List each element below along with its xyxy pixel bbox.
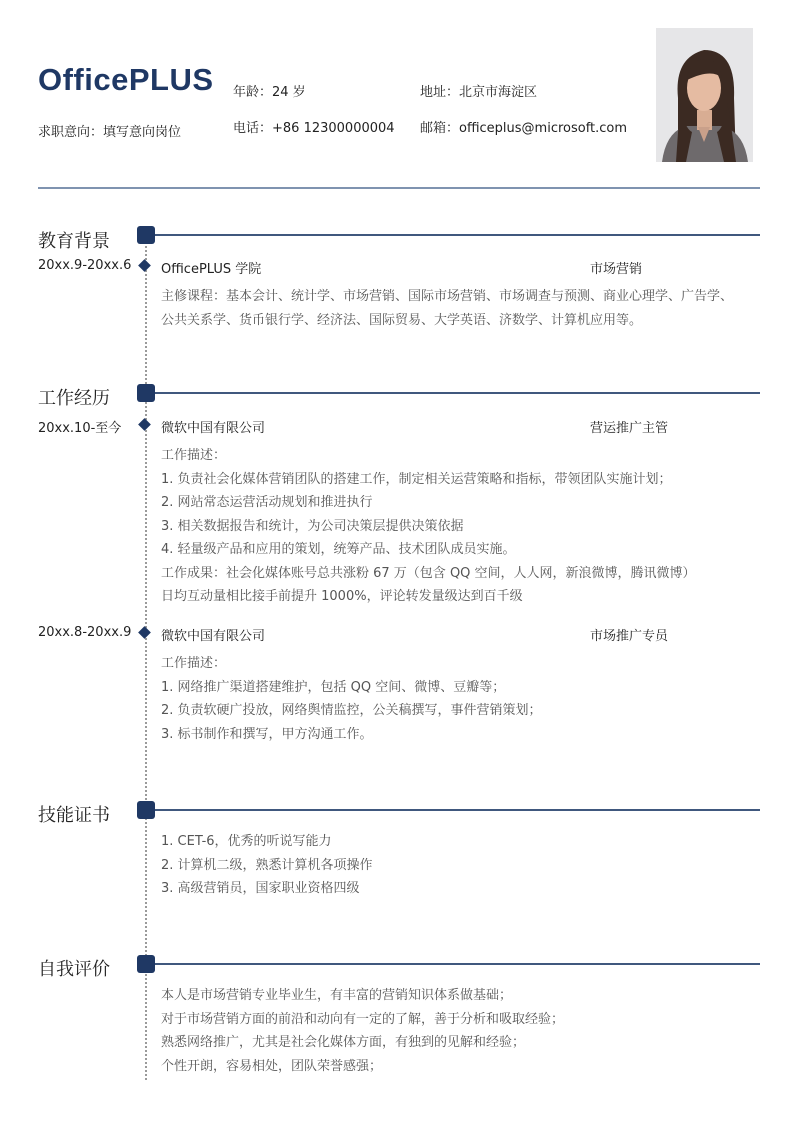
description-line: 工作描述： <box>161 656 227 671</box>
diamond-bullet <box>138 626 151 639</box>
section-rule <box>155 963 760 965</box>
description-line: 3. 相关数据报告和统计，为公司决策层提供决策依据 <box>161 518 464 534</box>
header-divider <box>38 187 760 189</box>
entry-date: 20xx.8-20xx.9 <box>38 625 132 640</box>
entry-role: 市场营销 <box>590 262 643 277</box>
section-marker <box>137 226 155 244</box>
entry-date: 20xx.10-至今 <box>38 421 122 436</box>
section-title-self-evaluation: 自我评价 <box>38 959 110 980</box>
description-line: 工作描述： <box>161 448 227 463</box>
description-line: 4. 轻量级产品和应用的策划，统筹产品、技术团队成员实施。 <box>161 542 516 557</box>
section-title-skills: 技能证书 <box>38 805 110 826</box>
evaluation-line: 熟悉网络推广，尤其是社会化媒体方面，有独到的见解和经验； <box>161 1035 526 1050</box>
entry-description <box>161 444 761 609</box>
entry-description <box>161 285 761 332</box>
evaluation-line: 本人是市场营销专业毕业生，有丰富的营销知识体系做基础； <box>161 988 513 1003</box>
job-intent: 求职意向：填写意向岗位 <box>38 125 182 140</box>
evaluation-line: 对于市场营销方面的前沿和动向有一定的了解，善于分析和吸取经验； <box>161 1011 565 1027</box>
skills-list <box>161 830 761 901</box>
entry-org: 微软中国有限公司 <box>161 421 266 436</box>
entry-date: 20xx.9-20xx.6 <box>38 258 132 273</box>
description-line: 2. 网站常态运营活动规划和推进执行 <box>161 495 373 510</box>
description-line: 3. 标书制作和撰写，甲方沟通工作。 <box>161 726 373 742</box>
description-line: 工作成果：社会化媒体账号总共涨粉 67 万（包含 QQ 空间，人人网，新浪微博，腾讯微博） <box>161 565 696 581</box>
address-field: 地址：北京市海淀区 <box>420 85 538 100</box>
section-rule <box>155 809 760 811</box>
self-evaluation-text <box>161 984 761 1078</box>
candidate-name: OfficePLUS <box>38 62 214 97</box>
skill-item: 3. 高级营销员，国家职业资格四级 <box>161 881 360 896</box>
phone-field: 电话：+86 12300000004 <box>233 121 395 136</box>
entry-org: OfficePLUS 学院 <box>161 262 262 277</box>
age-field: 年龄：24 岁 <box>233 85 306 100</box>
entry-description <box>161 652 761 746</box>
section-title-work: 工作经历 <box>38 388 110 409</box>
entry-org: 微软中国有限公司 <box>161 629 266 644</box>
section-marker <box>137 801 155 819</box>
email-field: 邮箱：officeplus@microsoft.com <box>420 121 628 136</box>
profile-photo <box>656 28 753 162</box>
description-line: 日均互动量相比接手前提升 1000%，评论转发量级达到百千级 <box>161 589 523 604</box>
description-line: 主修课程：基本会计、统计学、市场营销、国际市场营销、市场调查与预测、商业心理学、广告学、 <box>161 289 734 304</box>
description-line: 1. 负责社会化媒体营销团队的搭建工作，制定相关运营策略和指标，带领团队实施计划； <box>161 471 672 487</box>
entry-role: 市场推广专员 <box>590 629 669 644</box>
section-title-education: 教育背景 <box>38 231 110 252</box>
section-rule <box>155 234 760 236</box>
skill-item: 1. CET-6，优秀的听说写能力 <box>161 834 332 849</box>
diamond-bullet <box>138 418 151 431</box>
description-line: 公共关系学、货币银行学、经济法、国际贸易、大学英语、济数学、计算机应用等。 <box>161 312 643 328</box>
description-line: 1. 网络推广渠道搭建维护，包括 QQ 空间、微博、豆瓣等； <box>161 679 506 695</box>
diamond-bullet <box>138 259 151 272</box>
skill-item: 2. 计算机二级，熟悉计算机各项操作 <box>161 857 373 873</box>
timeline-line <box>145 238 147 1080</box>
evaluation-line: 个性开朗，容易相处，团队荣誉感强； <box>161 1058 383 1074</box>
section-marker <box>137 955 155 973</box>
section-rule <box>155 392 760 394</box>
entry-role: 营运推广主管 <box>590 421 669 436</box>
section-marker <box>137 384 155 402</box>
description-line: 2. 负责软硬广投放，网络舆情监控，公关稿撰写，事件营销策划； <box>161 703 542 718</box>
